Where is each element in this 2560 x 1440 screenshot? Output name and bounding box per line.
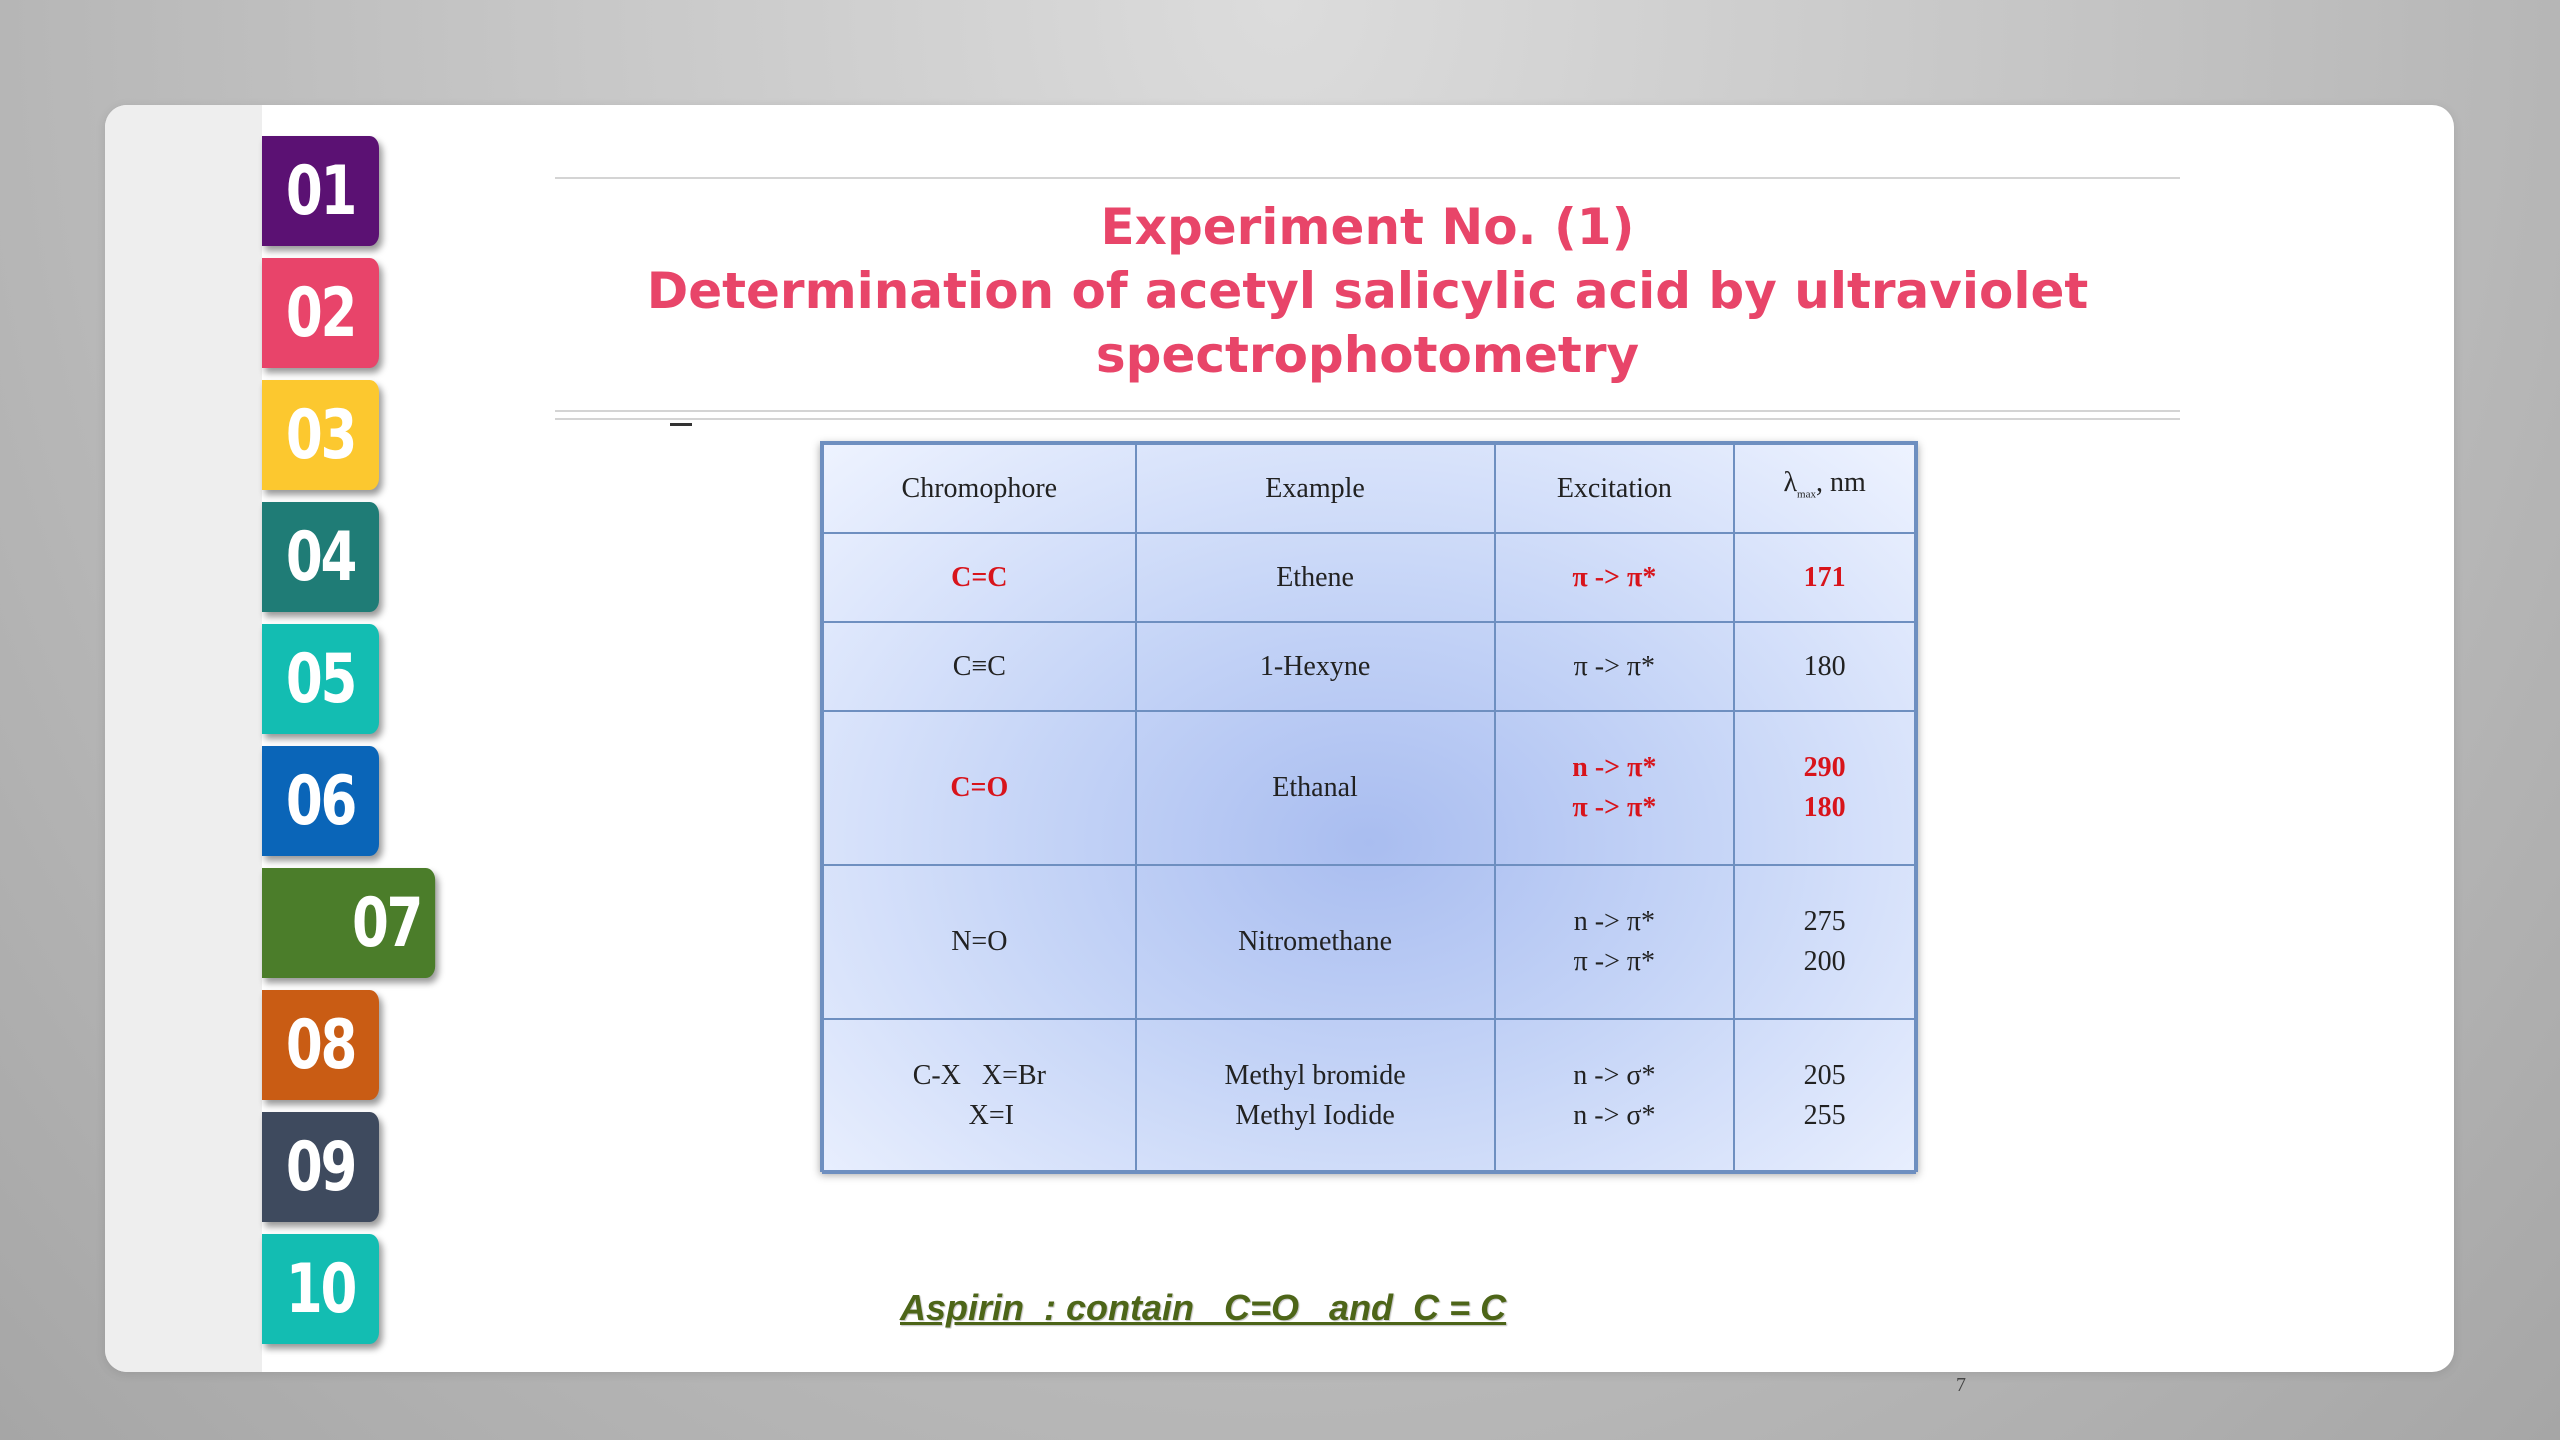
section-tab-05[interactable]: 05 bbox=[262, 624, 379, 734]
title-line-1: Experiment No. (1) bbox=[1100, 198, 1635, 256]
example-line: Methyl bromide bbox=[1224, 1060, 1406, 1091]
section-tab-01[interactable]: 01 bbox=[262, 136, 379, 246]
chromophore-table bbox=[822, 443, 1916, 1174]
cell-example: Ethene bbox=[1136, 533, 1495, 622]
table-row bbox=[823, 711, 1915, 865]
slide-title bbox=[555, 195, 2180, 387]
excitation-line: n -> π* bbox=[1573, 906, 1655, 937]
header-example: Example bbox=[1136, 444, 1495, 533]
section-tab-03[interactable]: 03 bbox=[262, 380, 379, 490]
chromophore-line: C-X X=Br bbox=[912, 1060, 1046, 1091]
table-row bbox=[823, 865, 1915, 1019]
excitation-line: n -> π* bbox=[1572, 752, 1657, 783]
excitation-line: π -> π* bbox=[1572, 792, 1657, 823]
section-tab-10[interactable]: 10 bbox=[262, 1234, 379, 1344]
title-line-3: spectrophotometry bbox=[1095, 326, 1640, 384]
cell-chromophore: N=O bbox=[823, 865, 1136, 1019]
cell-excitation bbox=[1495, 1019, 1735, 1173]
cell-example: Ethanal bbox=[1136, 711, 1495, 865]
section-tab-08[interactable]: 08 bbox=[262, 990, 379, 1100]
table-header-row bbox=[823, 444, 1915, 533]
section-tab-07-active[interactable]: 07 bbox=[262, 868, 435, 978]
lambda-subscript: max bbox=[1797, 488, 1816, 501]
cell-chromophore: C=C bbox=[823, 533, 1136, 622]
lambda-line: 180 bbox=[1803, 792, 1846, 823]
table-row bbox=[823, 622, 1915, 711]
header-chromophore: Chromophore bbox=[823, 444, 1136, 533]
cell-example bbox=[1136, 1019, 1495, 1173]
lambda-line: 290 bbox=[1803, 752, 1846, 783]
cell-chromophore: C=O bbox=[823, 711, 1136, 865]
cell-excitation: π -> π* bbox=[1495, 533, 1735, 622]
cell-excitation bbox=[1495, 865, 1735, 1019]
lambda-unit: , nm bbox=[1816, 466, 1866, 498]
cell-excitation bbox=[1495, 711, 1735, 865]
cell-lambda: 171 bbox=[1734, 533, 1915, 622]
table-row bbox=[823, 533, 1915, 622]
section-tab-06[interactable]: 06 bbox=[262, 746, 379, 856]
cell-lambda: 180 bbox=[1734, 622, 1915, 711]
cell-lambda bbox=[1734, 1019, 1915, 1173]
example-line: Methyl Iodide bbox=[1235, 1100, 1395, 1131]
excitation-line: π -> π* bbox=[1573, 946, 1656, 977]
section-tab-02[interactable]: 02 bbox=[262, 258, 379, 368]
slide bbox=[105, 105, 2454, 1372]
title-rule-bottom-1 bbox=[555, 410, 2180, 412]
chromophore-line: X=I bbox=[968, 1100, 1014, 1131]
title-rule-bottom-2 bbox=[555, 418, 2180, 420]
page-number: 7 bbox=[1956, 1374, 1966, 1396]
lambda-symbol: λ bbox=[1783, 466, 1798, 498]
title-line-2: Determination of acetyl salicylic acid by ultraviolet bbox=[646, 262, 2089, 320]
table-row bbox=[823, 1019, 1915, 1173]
lambda-line: 200 bbox=[1803, 946, 1846, 977]
title-rule-top bbox=[555, 177, 2180, 179]
section-tab-09[interactable]: 09 bbox=[262, 1112, 379, 1222]
cell-example: Nitromethane bbox=[1136, 865, 1495, 1019]
cell-excitation: π -> π* bbox=[1495, 622, 1735, 711]
cell-lambda bbox=[1734, 865, 1915, 1019]
lambda-line: 205 bbox=[1803, 1060, 1846, 1091]
header-lambda-max bbox=[1734, 444, 1915, 533]
lambda-line: 275 bbox=[1803, 906, 1846, 937]
cell-example: 1-Hexyne bbox=[1136, 622, 1495, 711]
section-tab-04[interactable]: 04 bbox=[262, 502, 379, 612]
aspirin-note: Aspirin : contain C=O and C = C bbox=[900, 1287, 1507, 1328]
header-excitation: Excitation bbox=[1495, 444, 1735, 533]
lambda-line: 255 bbox=[1803, 1100, 1846, 1131]
cell-lambda bbox=[1734, 711, 1915, 865]
left-strip bbox=[105, 105, 262, 1372]
chromophore-table-panel bbox=[820, 441, 1918, 1172]
cell-chromophore bbox=[823, 1019, 1136, 1173]
stray-dash-mark bbox=[670, 423, 692, 426]
cell-chromophore: C≡C bbox=[823, 622, 1136, 711]
excitation-line: n -> σ* bbox=[1573, 1100, 1656, 1131]
excitation-line: n -> σ* bbox=[1573, 1060, 1656, 1091]
